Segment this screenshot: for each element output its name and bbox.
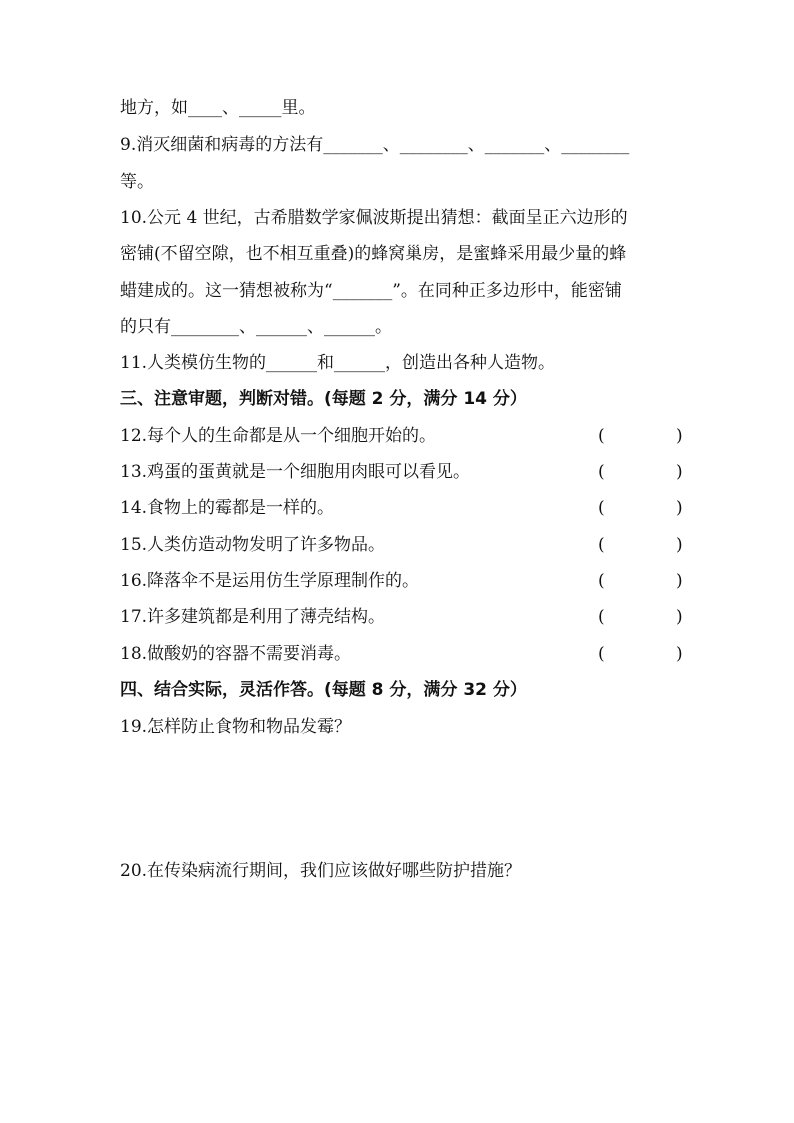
q10-line-4: 的只有________、______、______。 <box>120 317 392 337</box>
judge-item-17: 17.许多建筑都是利用了薄壳结构。 <box>120 607 386 627</box>
answer-paren-open: ( <box>598 644 605 664</box>
answer-paren-open: ( <box>598 535 605 555</box>
q9-text: 9.消灭细菌和病毒的方法有_______、________、_______、________ <box>120 135 630 155</box>
q8-continuation: 地方，如____、_____里。 <box>120 98 316 118</box>
q9-continuation: 等。 <box>120 172 154 192</box>
judge-item-18: 18.做酸奶的容器不需要消毒。 <box>120 644 352 664</box>
answer-paren-open: ( <box>598 426 605 446</box>
q11-text: 11.人类模仿生物的______和______，创造出各种人造物。 <box>120 353 556 373</box>
answer-paren-open: ( <box>598 498 605 518</box>
section-3-title: 三、注意审题，判断对错。(每题 2 分，满分 14 分） <box>120 389 527 409</box>
answer-paren-open: ( <box>598 607 605 627</box>
answer-paren-open: ( <box>598 462 605 482</box>
answer-paren-close: ) <box>676 462 683 482</box>
judge-item-14: 14.食物上的霉都是一样的。 <box>120 498 335 518</box>
answer-paren-close: ) <box>676 644 683 664</box>
judge-item-12: 12.每个人的生命都是从一个细胞开始的。 <box>120 426 437 446</box>
answer-paren-open: ( <box>598 571 605 591</box>
answer-paren-close: ) <box>676 571 683 591</box>
answer-paren-close: ) <box>676 607 683 627</box>
question-19: 19.怎样防止食物和物品发霉？ <box>120 717 352 737</box>
answer-paren-close: ) <box>676 426 683 446</box>
section-4-title: 四、结合实际，灵活作答。(每题 8 分，满分 32 分） <box>120 680 527 700</box>
answer-paren-close: ) <box>676 535 683 555</box>
q10-line-3: 蜡建成的。这一猜想被称为“_______”。在同种正多边形中，能密铺 <box>120 281 622 301</box>
judge-item-13: 13.鸡蛋的蛋黄就是一个细胞用肉眼可以看见。 <box>120 462 471 482</box>
q10-line-2: 密铺(不留空隙，也不相互重叠)的蜂窝巢房，是蜜蜂采用最少量的蜂 <box>120 244 627 264</box>
answer-paren-close: ) <box>676 498 683 518</box>
q10-line-1: 10.公元 4 世纪，古希腊数学家佩波斯提出猜想：截面呈正六边形的 <box>120 208 628 228</box>
question-20: 20.在传染病流行期间，我们应该做好哪些防护措施？ <box>120 861 522 881</box>
judge-item-15: 15.人类仿造动物发明了许多物品。 <box>120 535 386 555</box>
judge-item-16: 16.降落伞不是运用仿生学原理制作的。 <box>120 571 420 591</box>
